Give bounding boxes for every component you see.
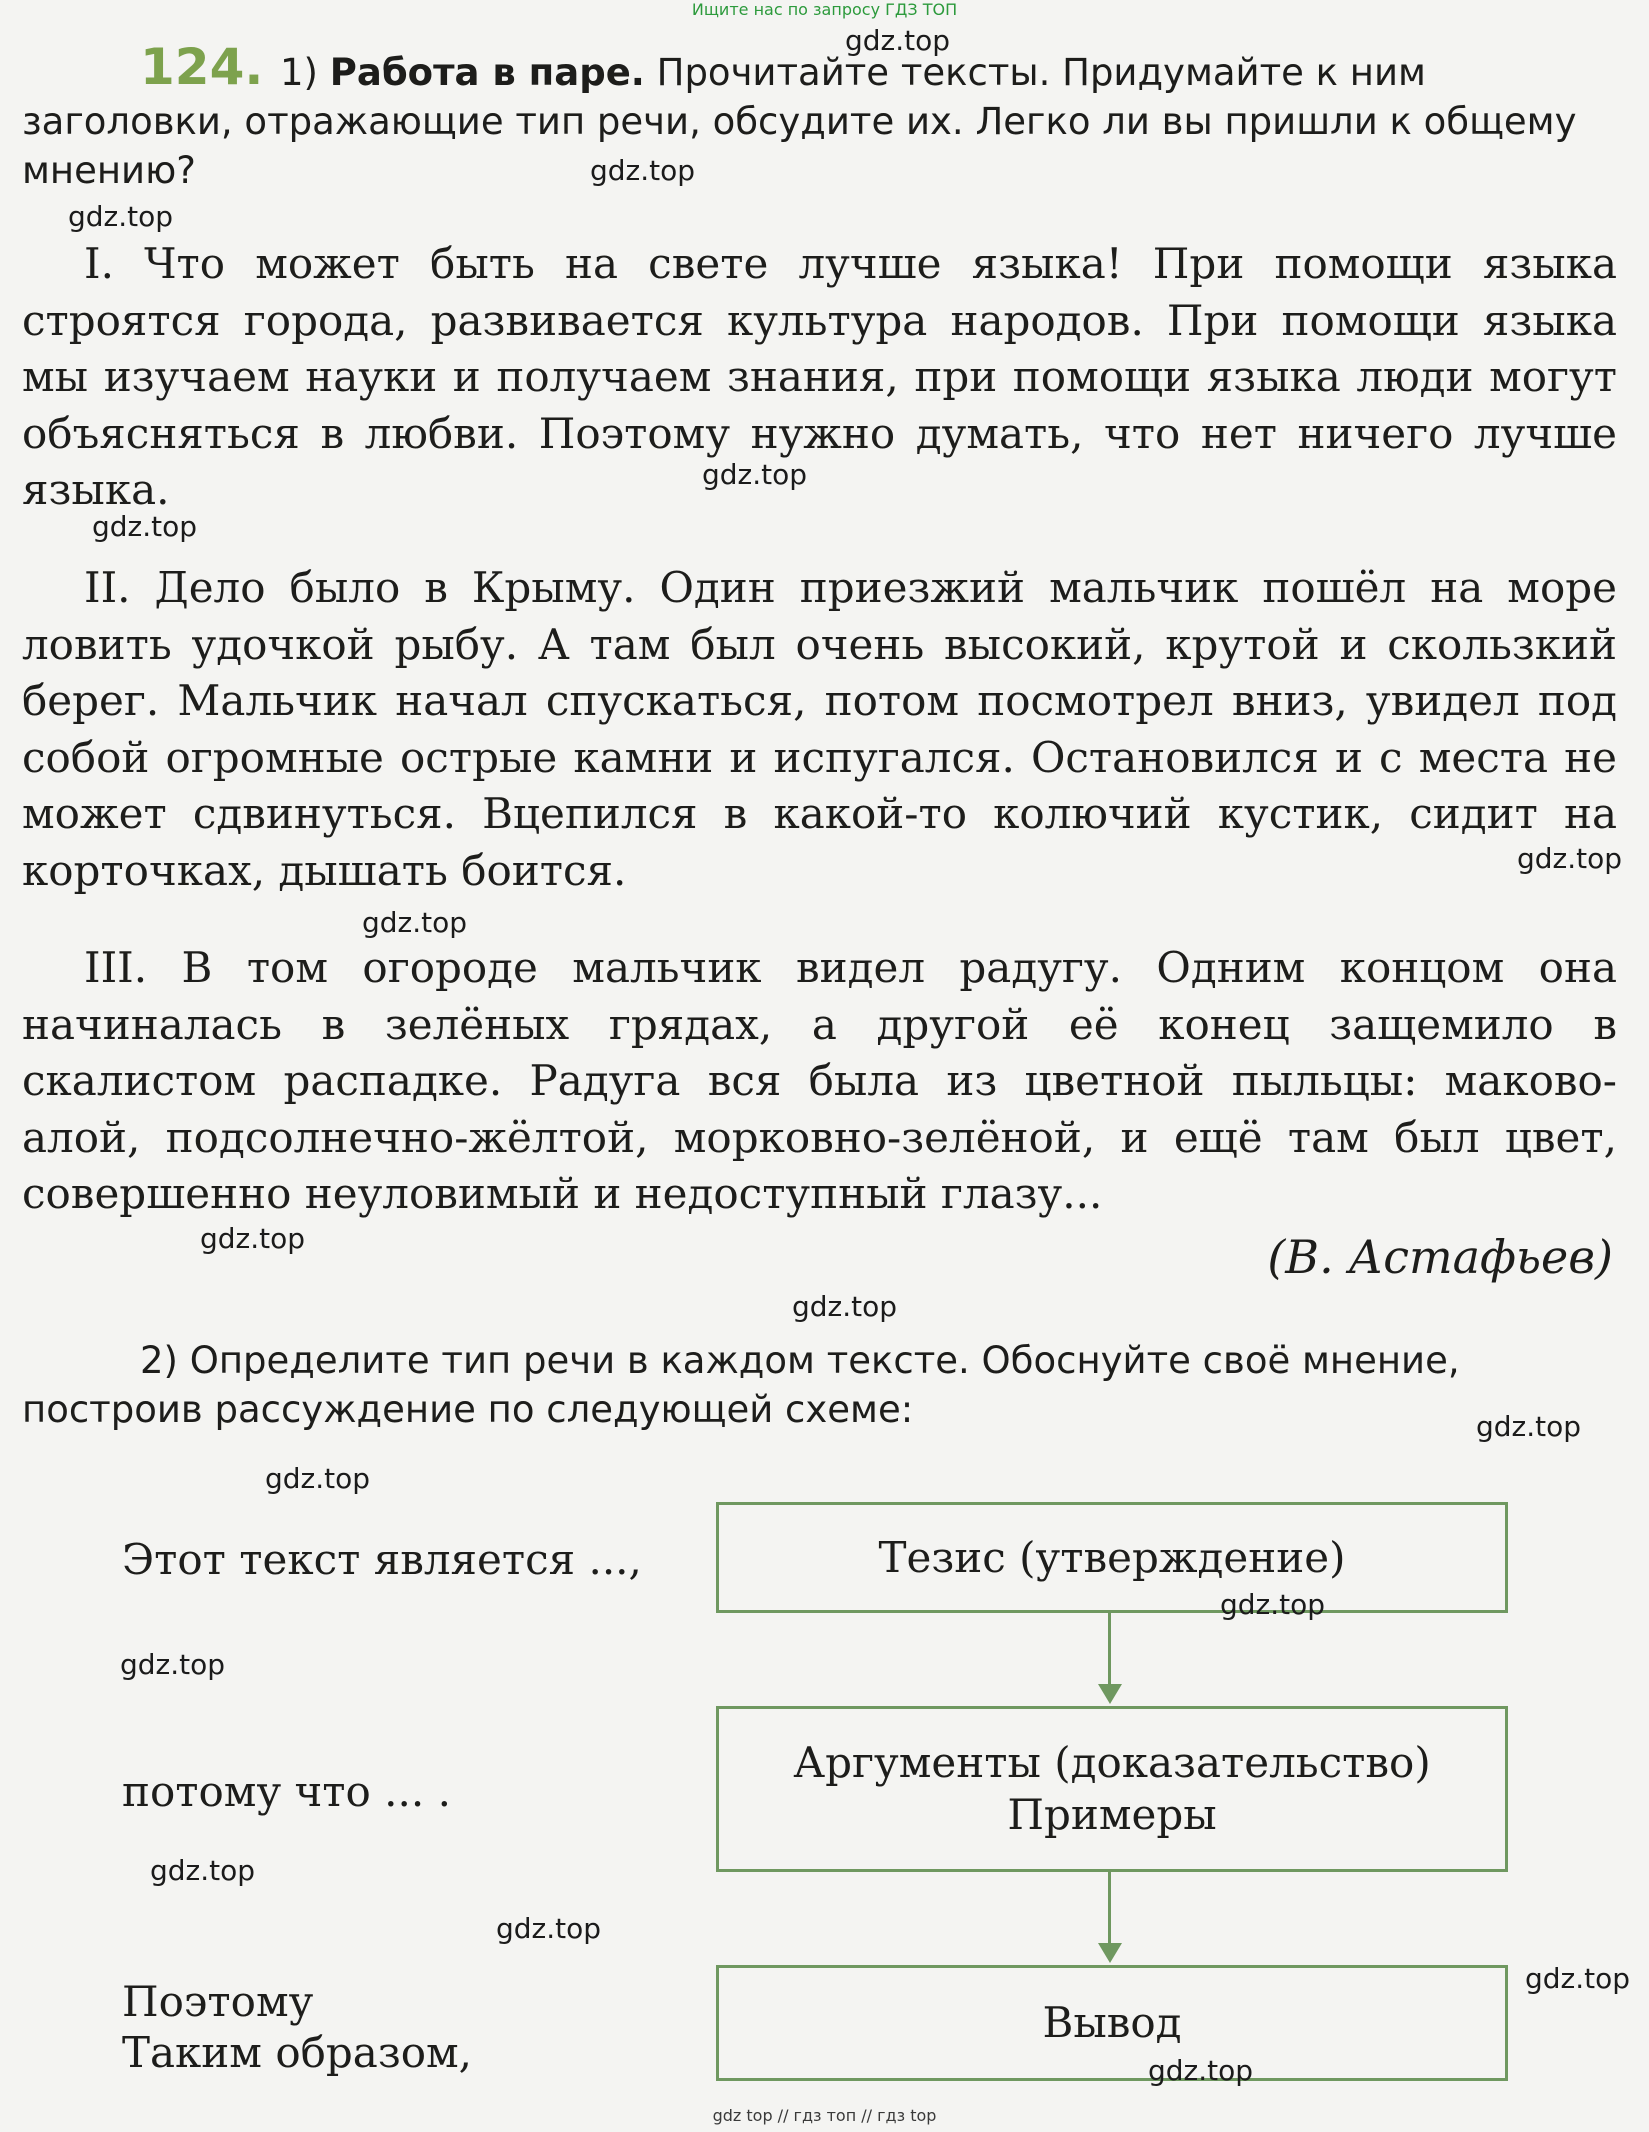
watermark: gdz.top [1220,1588,1326,1621]
watermark: gdz.top [845,24,951,57]
top-banner: Ищите нас по запросу ГДЗ ТОП [691,0,958,19]
task1-instruction [22,48,1617,195]
text-3-body: III. В том огороде мальчик видел радугу. Одним концом она начиналась в зелёных грядах, а другой её конец защемило в скалистом распадке. Радуга вся была из цветной пыльцы: маково-алой, подсолнечно-жёлтой, морковно-зелёной, и ещё там был цвет, совершенно неуловимый и недоступный глазу... [22,943,1617,1218]
watermark: gdz.top [150,1854,256,1887]
watermark: gdz.top [1517,842,1623,875]
watermark: gdz.top [1476,1410,1582,1443]
box-examples-label: Примеры [1007,1790,1217,1839]
task1-text: Прочитайте тексты. Придумайте к ним заголовки, отражающие тип речи, обсудите их. Легко ли вы пришли к общему мнению? [22,51,1577,192]
watermark: gdz.top [362,906,468,939]
watermark: gdz.top [1148,2054,1254,2087]
watermark: gdz.top [120,1648,226,1681]
scheme-box-arguments [716,1706,1508,1872]
task1-bold: Работа в паре. [329,51,645,94]
exercise-number: 124. [140,38,264,96]
watermark: gdz.top [68,200,174,233]
watermark: gdz.top [265,1462,371,1495]
arrow-1-line [1108,1610,1111,1685]
box-conclusion-label: Вывод [1042,1998,1182,2047]
scheme-left-1: Этот текст является ..., [122,1535,642,1584]
box-arguments-label: Аргументы (доказательство) [793,1738,1431,1787]
bottom-banner: gdz top // гдз топ // гдз top [712,2106,937,2125]
text-2-body: II. Дело было в Крыму. Один приезжий мальчик пошёл на море ловить удочкой рыбу. А там был очень высокий, крутой и скользкий берег. Мальчик начал спускаться, потом посмотрел вниз, увидел под собой огромные острые камни и испугался. Остановился и с места не может сдвинуться. Вцепился в какой-то колючий кустик, сидит на корточках, дышать боится. [22,563,1617,895]
watermark: gdz.top [496,1912,602,1945]
task2-instruction: 2) Определите тип речи в каждом тексте. Обоснуйте своё мнение, построив рассуждение по следующей схеме: [22,1339,1460,1431]
text-1 [22,236,1617,519]
watermark: gdz.top [702,458,808,491]
task1-prefix: 1) [280,51,330,94]
watermark: gdz.top [200,1222,306,1255]
scheme-box-thesis [716,1502,1508,1613]
arrow-1-head-icon [1098,1684,1122,1704]
scheme-box-conclusion [716,1965,1508,2081]
watermark: gdz.top [590,154,696,187]
scheme-left-3a: Поэтому [122,1977,314,2026]
watermark: gdz.top [792,1290,898,1323]
text-1-body: I. Что может быть на свете лучше языка! При помощи языка строятся города, развивается культура народов. При помощи языка мы изучаем науки и получаем знания, при помощи языка люди могут объясняться в любви. Поэтому нужно думать, что нет ничего лучше языка. [22,239,1617,514]
box-thesis-label: Тезис (утверждение) [878,1532,1346,1582]
scheme-left-2: потому что ... . [122,1767,451,1816]
arrow-2-line [1108,1869,1111,1944]
text-2 [22,560,1617,899]
arrow-2-head-icon [1098,1943,1122,1963]
scheme-left-3b: Таким образом, [122,2028,473,2077]
author: (В. Астафьев) [1267,1230,1613,1284]
text-3 [22,940,1617,1223]
watermark: gdz.top [92,510,198,543]
watermark: gdz.top [1525,1962,1631,1995]
